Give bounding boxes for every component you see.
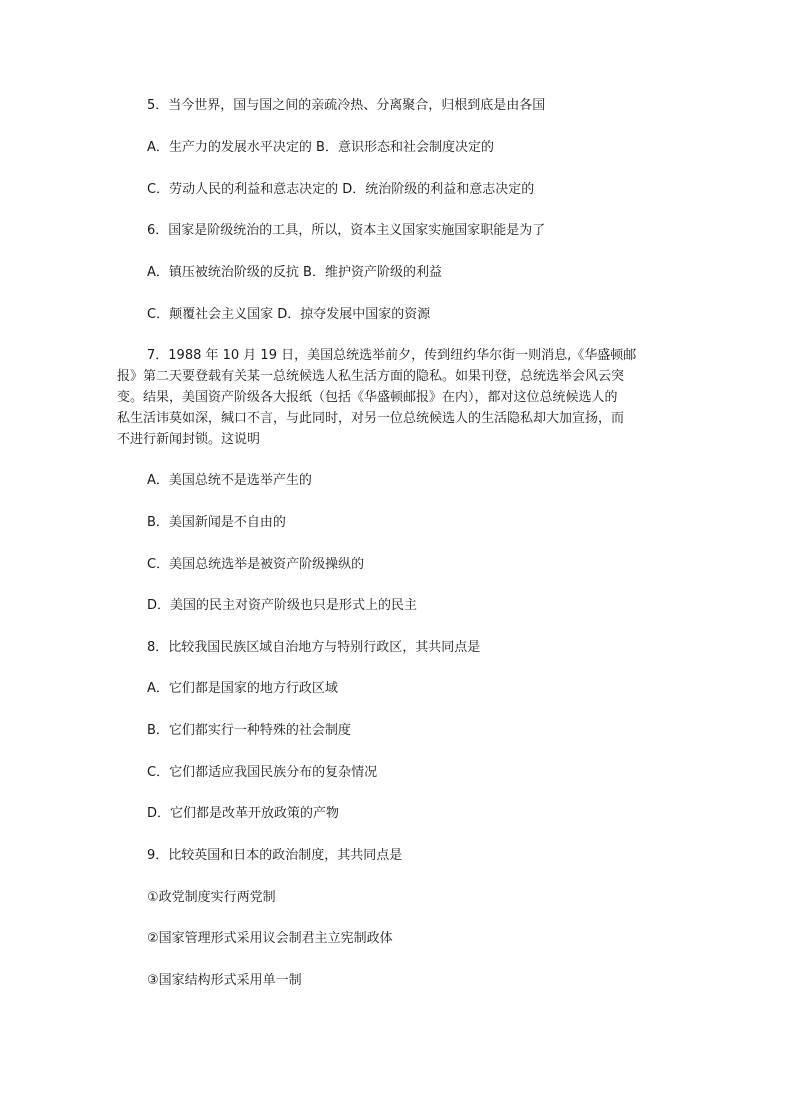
q7-option-c: C．美国总统选举是被资产阶级操纵的 bbox=[147, 557, 365, 572]
q9-item-2: ②国家管理形式采用议会制君主立宪制政体 bbox=[147, 931, 393, 946]
q5-options-cd: C．劳动人民的利益和意志决定的 D．统治阶级的利益和意志决定的 bbox=[147, 182, 535, 197]
q6-stem: 6．国家是阶级统治的工具，所以，资本主义国家实施国家职能是为了 bbox=[147, 223, 546, 238]
q7-option-a: A．美国总统不是选举产生的 bbox=[147, 473, 312, 488]
q7-option-b: B．美国新闻是不自由的 bbox=[147, 515, 286, 530]
q8-option-b: B．它们都实行一种特殊的社会制度 bbox=[147, 723, 351, 738]
q9-stem: 9．比较英国和日本的政治制度，其共同点是 bbox=[147, 848, 403, 863]
q7-stem-line-3: 变。结果，美国资产阶级各大报纸（包括《华盛顿邮报》在内），都对这位总统候选人的 bbox=[117, 390, 618, 405]
q8-option-d: D．它们都是改革开放政策的产物 bbox=[147, 806, 340, 821]
q7-stem-line-4: 私生活讳莫如深，缄口不言，与此同时，对另一位总统候选人的生活隐私却大加宣扬，而 bbox=[117, 411, 625, 426]
q9-item-3: ③国家结构形式采用单一制 bbox=[147, 973, 302, 988]
q8-stem: 8．比较我国民族区域自治地方与特别行政区，其共同点是 bbox=[147, 640, 481, 655]
q7-stem-line-2: 报》第二天要登载有关某一总统候选人私生活方面的隐私。如果刊登，总统选举会风云突 bbox=[117, 369, 625, 384]
q7-stem-line-5: 不进行新闻封锁。这说明 bbox=[117, 432, 261, 447]
q8-option-a: A．它们都是国家的地方行政区域 bbox=[147, 681, 338, 696]
q6-options-cd: C．颠覆社会主义国家 D．掠夺发展中国家的资源 bbox=[147, 307, 431, 322]
q5-stem: 5．当今世界，国与国之间的亲疏冷热、分离聚合，归根到底是由各国 bbox=[147, 98, 546, 113]
q8-option-c: C．它们都适应我国民族分布的复杂情况 bbox=[147, 765, 378, 780]
q5-options-ab: A．生产力的发展水平决定的 B．意识形态和社会制度决定的 bbox=[147, 140, 494, 155]
q6-options-ab: A．镇压被统治阶级的反抗 B．维护资产阶级的利益 bbox=[147, 265, 442, 280]
q9-item-1: ①政党制度实行两党制 bbox=[147, 890, 276, 905]
q7-option-d: D．美国的民主对资产阶级也只是形式上的民主 bbox=[147, 598, 418, 613]
q7-stem-line-1: 7．1988 年 10 月 19 日，美国总统选举前夕，传到纽约华尔街一则消息,《华盛顿邮 bbox=[147, 348, 637, 363]
